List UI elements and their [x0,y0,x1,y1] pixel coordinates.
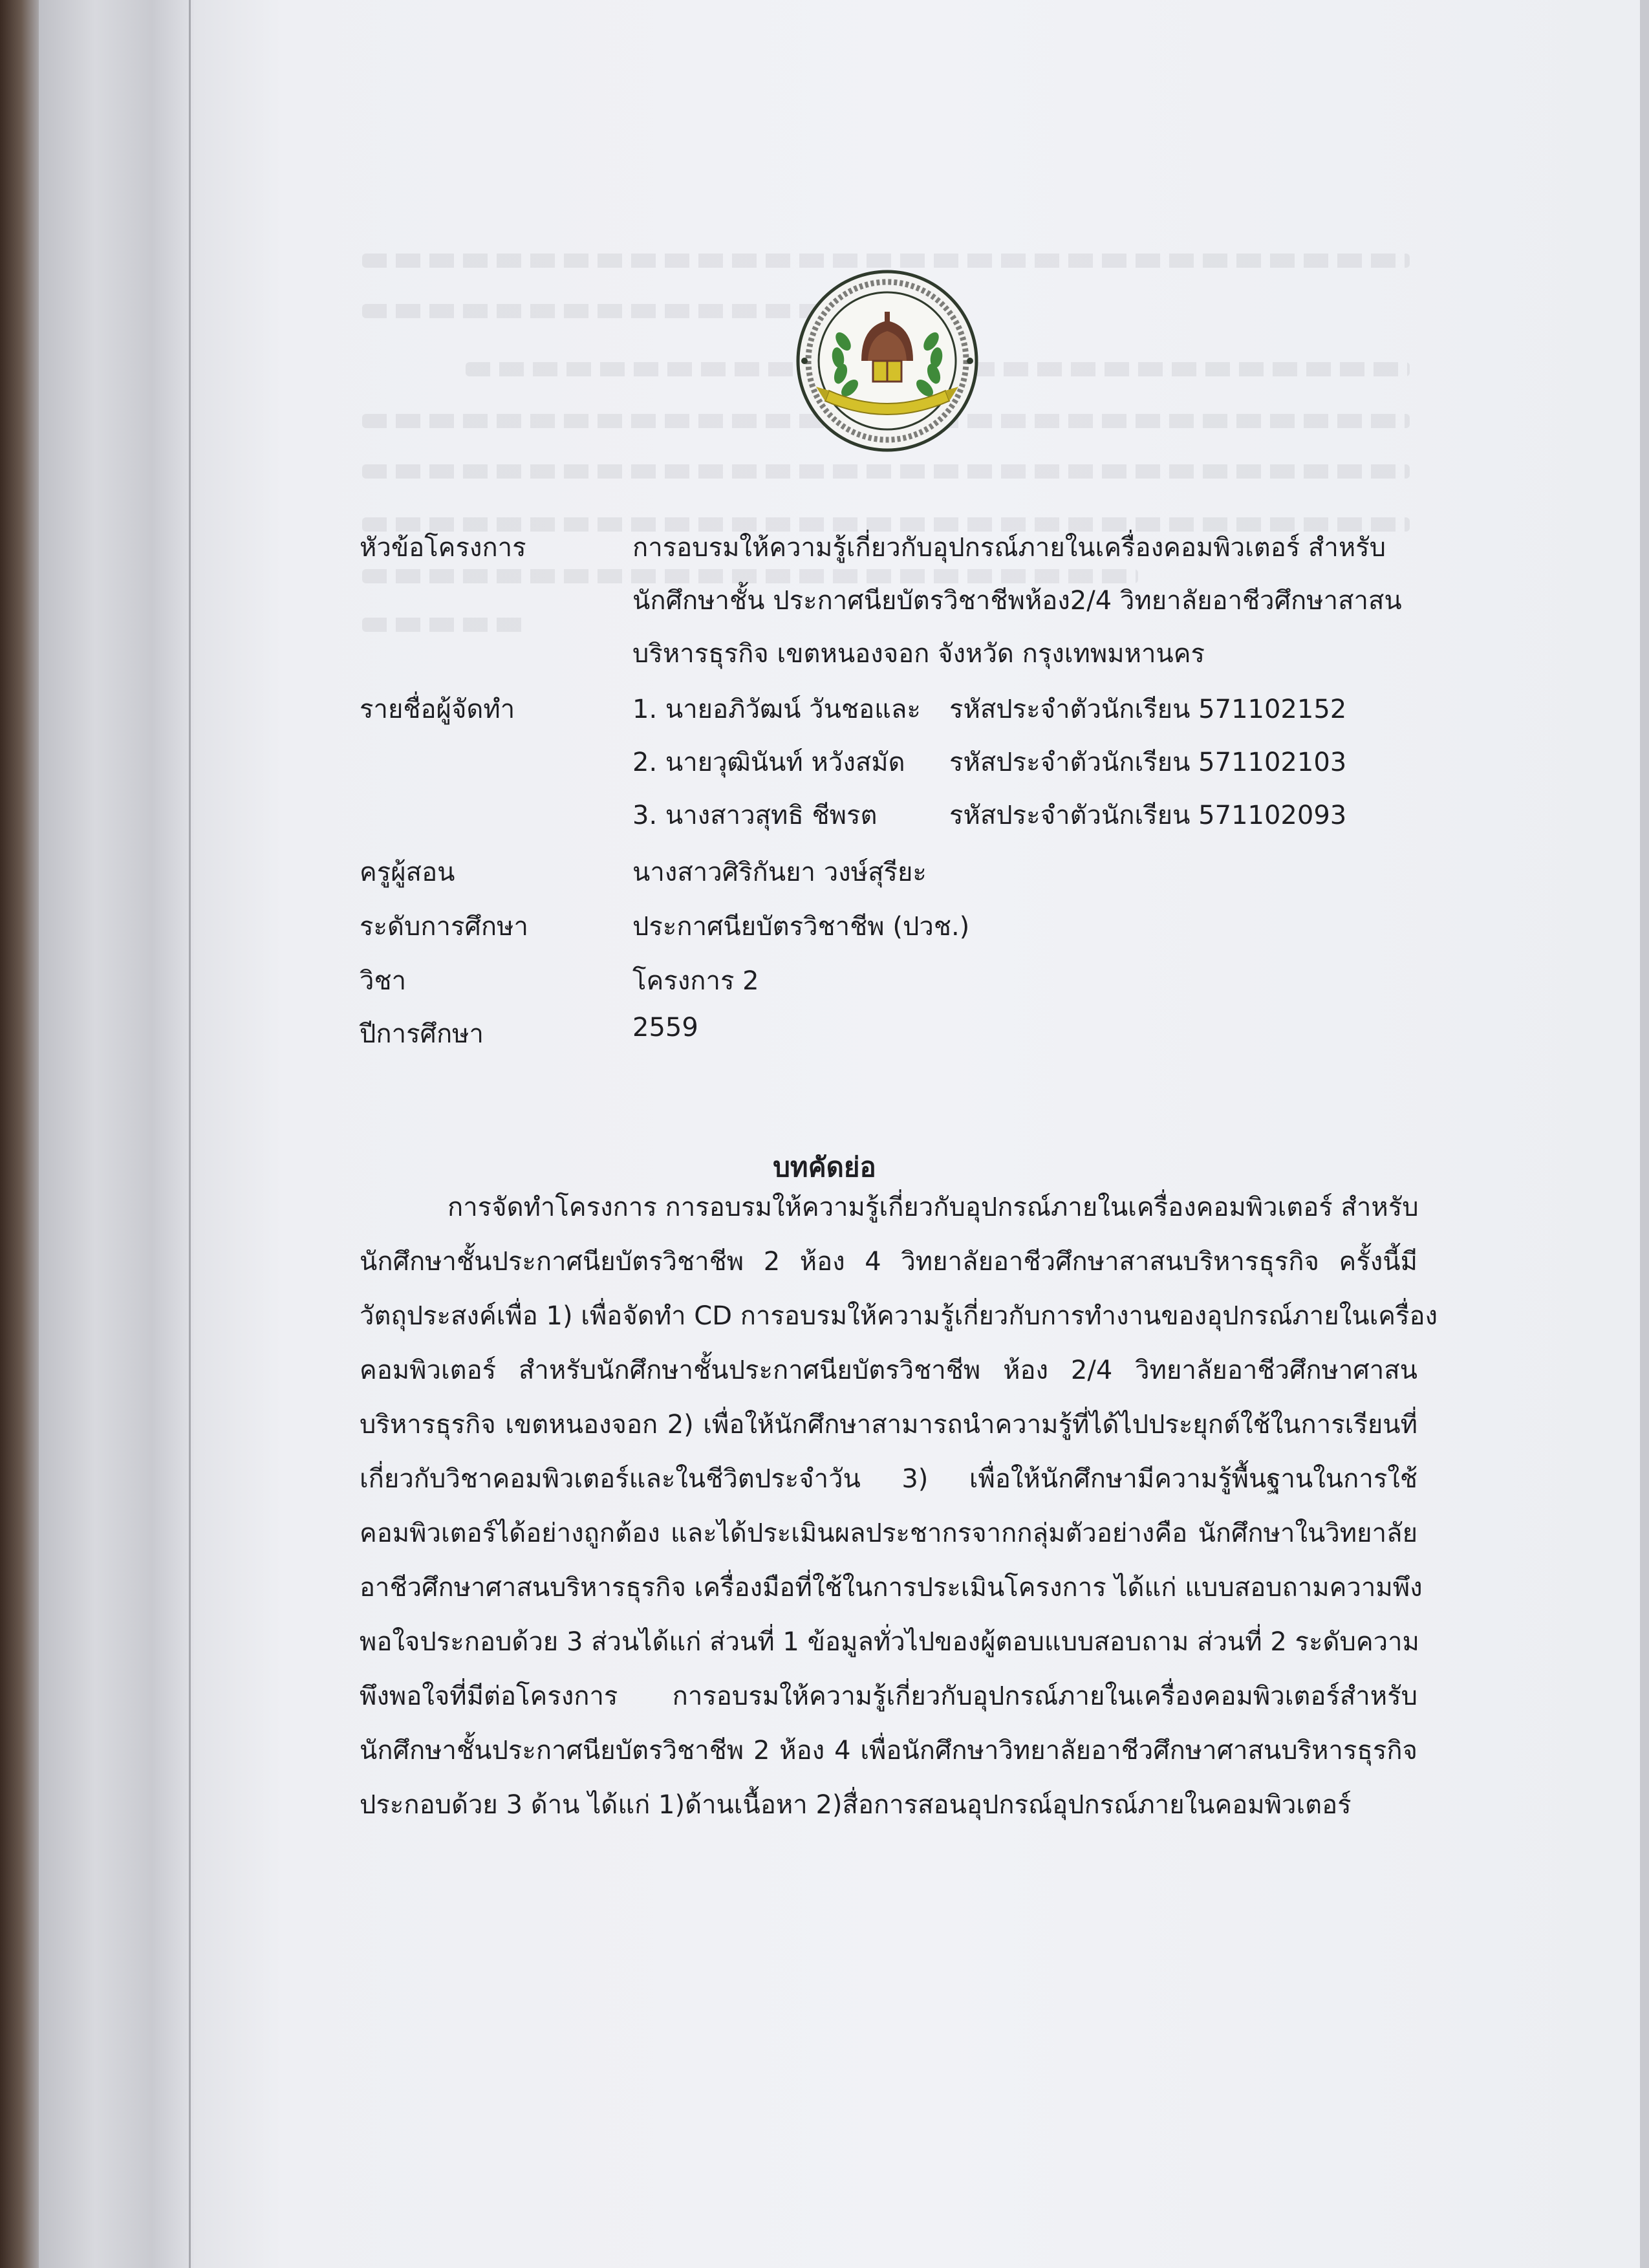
author-id-1: รหัสประจำตัวนักเรียน 571102152 [949,695,1347,724]
abstract-line: วัตถุประสงค์เพื่อ 1) เพื่อจัดทำ CD การอบรมให้ความรู้เกี่ยวกับการทำงานของอุปกรณ์ภายในเครื่อง [360,1301,1438,1331]
topic-label: หัวข้อโครงการ [360,533,526,563]
gutter-fold [189,0,191,2268]
level-label: ระดับการศึกษา [360,912,528,942]
year-label: ปีการศึกษา [360,1019,484,1049]
level-value: ประกาศนียบัตรวิชาชีพ (ปวช.) [632,912,970,942]
bleed-through [362,464,1410,479]
topic-line-3: บริหารธุรกิจ เขตหนองจอก จังหวัด กรุงเทพมหานคร [632,639,1205,669]
abstract-line: พึงพอใจที่มีต่อโครงการ การอบรมให้ความรู้เกี่ยวกับอุปกรณ์ภายในเครื่องคอมพิวเตอร์สำหรับ [360,1681,1417,1711]
abstract-line: คอมพิวเตอร์ได้อย่างถูกต้อง และได้ประเมินผลประชากรจากกลุ่มตัวอย่างคือ นักศึกษาในวิทยาลัย [360,1518,1417,1548]
topic-line-2: นักศึกษาชั้น ประกาศนียบัตรวิชาชีพห้อง2/4 วิทยาลัยอาชีวศึกษาสาสน [632,586,1402,616]
abstract-line: นักศึกษาชั้นประกาศนียบัตรวิชาชีพ 2 ห้อง 4 วิทยาลัยอาชีวศึกษาสาสนบริหารธุรกิจ ครั้งนี้มี [360,1247,1417,1277]
teacher-name: นางสาวศิริกันยา วงษ์สุรียะ [632,858,927,887]
abstract-line: ประกอบด้วย 3 ด้าน ได้แก่ 1)ด้านเนื้อหา 2)สื่อการสอนอุปกรณ์อุปกรณ์ภายในคอมพิวเตอร์ [360,1790,1352,1820]
topic-line-1: การอบรมให้ความรู้เกี่ยวกับอุปกรณ์ภายในเครื่องคอมพิวเตอร์ สำหรับ [632,533,1386,563]
teacher-label: ครูผู้สอน [360,858,455,887]
abstract-line: การจัดทำโครงการ การอบรมให้ความรู้เกี่ยวกับอุปกรณ์ภายในเครื่องคอมพิวเตอร์ สำหรับ [447,1193,1419,1222]
author-name-2: 2. นายวุฒินันท์ หวังสมัด [632,748,905,777]
year-value: 2559 [632,1013,698,1042]
author-id-3: รหัสประจำตัวนักเรียน 571102093 [949,801,1347,830]
bleed-through [362,618,530,632]
abstract-title: บทคัดย่อ [773,1151,876,1183]
abstract-line: อาชีวศึกษาศาสนบริหารธุรกิจ เครื่องมือที่ใช้ในการประเมินโครงการ ได้แก่ แบบสอบถามความพึง [360,1573,1423,1603]
page-edge [1640,0,1649,2268]
authors-label: รายชื่อผู้จัดทำ [360,695,515,724]
abstract-line: นักศึกษาชั้นประกาศนียบัตรวิชาชีพ 2 ห้อง 4 เพื่อนักศึกษาวิทยาลัยอาชีวศึกษาศาสนบริหารธุรกิจ [360,1736,1417,1766]
institution-seal-logo [790,264,984,458]
book-gutter [39,0,200,2268]
author-name-3: 3. นางสาวสุทธิ ชีพรต [632,801,878,830]
subject-label: วิชา [360,966,407,996]
abstract-line: พอใจประกอบด้วย 3 ส่วนได้แก่ ส่วนที่ 1 ข้อมูลทั่วไปของผู้ตอบแบบสอบถาม ส่วนที่ 2 ระดับความ [360,1627,1419,1657]
author-id-2: รหัสประจำตัวนักเรียน 571102103 [949,748,1347,777]
author-name-1: 1. นายอภิวัฒน์ วันชอและ [632,695,921,724]
abstract-line: บริหารธุรกิจ เขตหนองจอก 2) เพื่อให้นักศึกษาสามารถนำความรู้ที่ได้ไปประยุกต์ใช้ในการเรียนที่ [360,1410,1417,1440]
subject-value: โครงการ 2 [632,966,759,996]
abstract-line: เกี่ยวกับวิชาคอมพิวเตอร์และในชีวิตประจำวัน 3) เพื่อให้นักศึกษามีความรู้พื้นฐานในการใช้ [360,1464,1417,1494]
abstract-line: คอมพิวเตอร์ สำหรับนักศึกษาชั้นประกาศนียบัตรวิชาชีพ ห้อง 2/4 วิทยาลัยอาชีวศึกษาศาสน [360,1355,1417,1385]
scan-edge [0,0,39,2268]
